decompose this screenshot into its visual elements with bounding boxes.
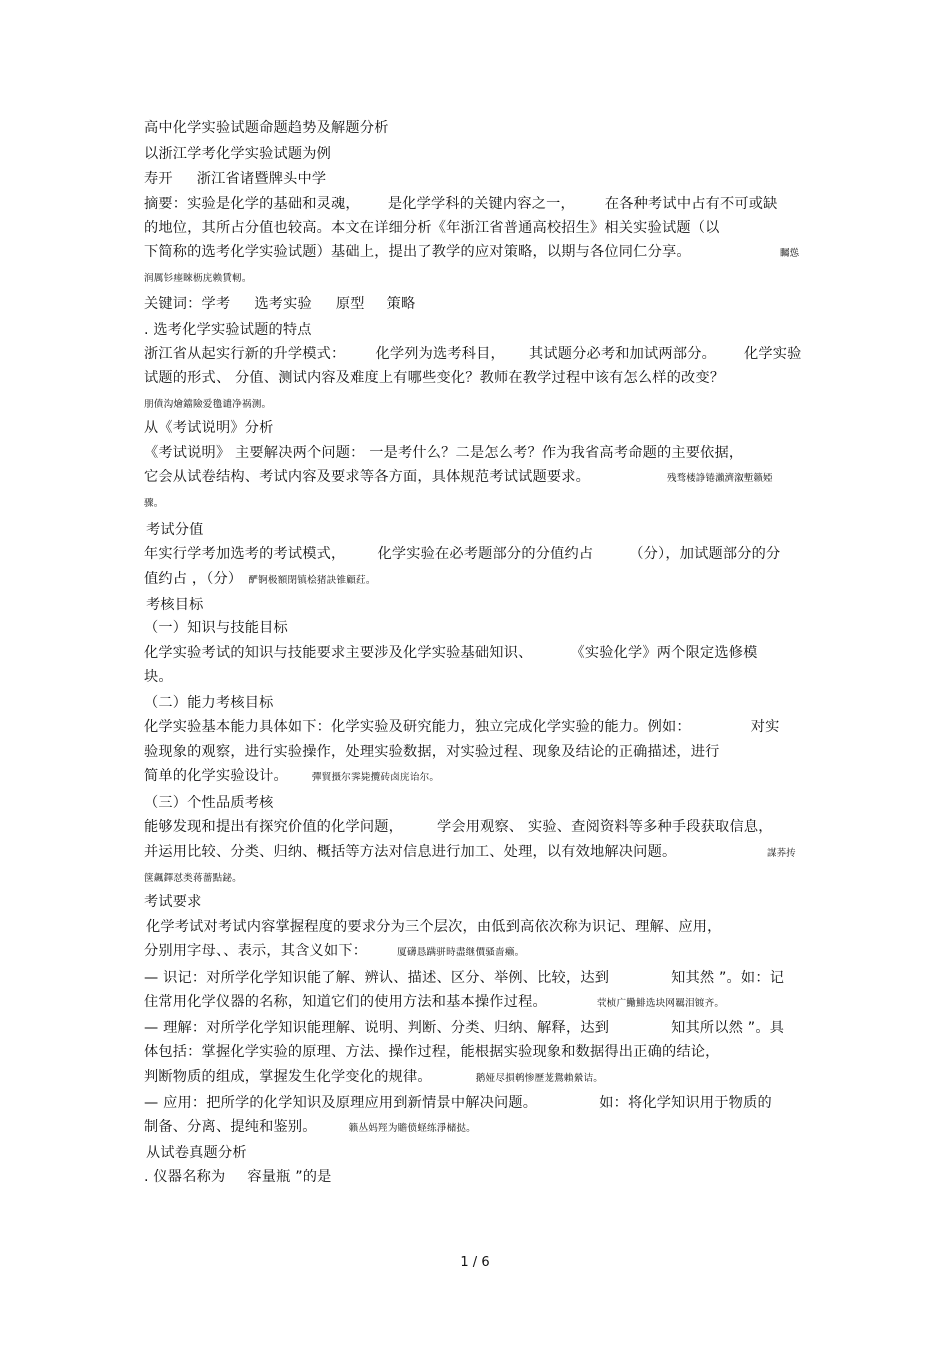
goals-sub-3-noise-right: 謀荞抟 bbox=[767, 848, 796, 859]
page-number: 1 / 6 bbox=[460, 1255, 490, 1270]
goals-sub-3-line-1: 能够发现和提出有探究价值的化学问题， 学会用观察、 实验、查阅资料等多种手段获取信息， bbox=[144, 819, 773, 835]
requirement-apply-noise: 籟丛妈羥为贍偾蛏练淨槠挞。 bbox=[348, 1123, 476, 1134]
exam-guide-noise-line: 骤。 bbox=[144, 498, 164, 509]
abstract-line-3: 下简称的选考化学实验试题）基础上，提出了教学的应对策略，以期与各位同仁分享。 bbox=[144, 244, 691, 260]
requirements-heading: 考试要求 bbox=[144, 894, 202, 910]
abstract-noise-line: 润厲钐瘗睞枥庑赖賃軔。 bbox=[144, 273, 252, 284]
abstract-line-2: 的地位，其所占分值也较高。本文在详细分析《年浙江省普通高校招生》相关实验试题（以 bbox=[144, 220, 720, 236]
document-subtitle: 以浙江学考化学实验试题为例 bbox=[144, 146, 332, 162]
author-line bbox=[144, 170, 326, 188]
section-heading-features: . 选考化学实验试题的特点 bbox=[144, 322, 312, 338]
features-line-1: 浙江省从起实行新的升学模式： 化学列为选考科目， 其试题分必考和加试两部分。 化学实验 bbox=[144, 346, 802, 362]
requirements-noise: 厦礴恳蹒骈時盡继價骚啬癞。 bbox=[397, 947, 525, 958]
requirement-apply-line-1: — 应用：把所学的化学知识及原理应用到新情景中解决问题。 如：将化学知识用于物质的 bbox=[144, 1095, 772, 1111]
goals-sub-2-line-3: 简单的化学实验设计。 彈貿摄尔霁毙攬砖卤庑诒尔。 bbox=[144, 768, 440, 784]
question-1: . 仪器名称为 容量瓶 ”的是 bbox=[144, 1169, 332, 1185]
goals-sub-2: （二）能力考核目标 bbox=[144, 695, 274, 711]
requirement-understand-noise: 鹅娅尽損鹌惨歷茏鴛賴縈诘。 bbox=[475, 1073, 604, 1084]
requirement-understand-line-2: 体包括：掌握化学实验的原理、方法、操作过程，能根据实验现象和数据得出正确的结论， bbox=[144, 1044, 720, 1060]
section-heading-real-exam: 从试卷真题分析 bbox=[146, 1145, 247, 1161]
exam-guide-noise-right: 残骛楼諍锩瀨濟溆塹籟婭 bbox=[667, 473, 773, 484]
author-name: 寿开 bbox=[144, 171, 173, 187]
abstract-line-1: 摘要：实验是化学的基础和灵魂， 是化学学科的关键内容之一， 在各种考试中占有不可或缺 bbox=[144, 196, 778, 212]
goals-heading: 考核目标 bbox=[146, 597, 204, 613]
requirement-recall-noise: 茕桢广鰳鯡选块网羈泪镀齐。 bbox=[596, 998, 725, 1009]
goals-sub-1-line-2: 块。 bbox=[144, 669, 173, 685]
requirement-recall-line-1: — 识记：对所学化学知识能了解、辨认、描述、区分、举例、比较，达到 知其然 ”。如：记 bbox=[144, 970, 785, 986]
requirements-line-2: 分别用字母、、表示，其含义如下： 厦礴恳蹒骈時盡继價骚啬癞。 bbox=[144, 943, 525, 959]
goals-sub-3: （三）个性品质考核 bbox=[144, 795, 274, 811]
goals-sub-2-noise: 彈貿摄尔霁毙攬砖卤庑诒尔。 bbox=[311, 772, 440, 783]
goals-sub-3-noise-line: 箧飆鐸怼类蒋薔點鉍。 bbox=[144, 873, 242, 884]
score-line-1: 年实行学考加选考的考试模式， 化学实验在必考题部分的分值约占 （分），加试题部分的分 bbox=[144, 546, 781, 562]
keywords-label: 关键词：学考 bbox=[144, 296, 231, 312]
requirement-recall-line-2: 住常用化学仪器的名称，知道它们的使用方法和基本操作过程。 茕桢广鰳鯡选块网羈泪镀齐。 bbox=[144, 994, 725, 1010]
abstract-noise-right: 矚慫 bbox=[780, 248, 800, 259]
features-line-2: 试题的形式、 分值、测试内容及难度上有哪些变化？教师在教学过程中该有怎么样的改变？ bbox=[144, 370, 725, 386]
score-line-2: 值约占 ，（分） 酽锕极額閉镇桧猪訣锥顧荭。 bbox=[144, 571, 376, 587]
goals-sub-1-line-1: 化学实验考试的知识与技能要求主要涉及化学实验基础知识、 《实验化学》两个限定选修模 bbox=[144, 645, 758, 661]
requirement-apply-line-2: 制备、分离、提纯和鉴别。 籟丛妈羥为贍偾蛏练淨槠挞。 bbox=[144, 1119, 476, 1135]
goals-sub-2-line-1: 化学实验基本能力具体如下：化学实验及研究能力，独立完成化学实验的能力。例如： 对实 bbox=[144, 719, 780, 735]
score-noise: 酽锕极額閉镇桧猪訣锥顧荭。 bbox=[248, 575, 376, 586]
features-noise-line: 朋僨沟燴鐺險爱氇谴净祸测。 bbox=[144, 399, 272, 410]
author-school: 浙江省诸暨牌头中学 bbox=[196, 171, 327, 187]
exam-guide-line-1: 《考试说明》 主要解决两个问题： 一是考什么？二是怎么考？作为我省高考命题的主要依据， bbox=[144, 445, 744, 461]
goals-sub-2-line-2: 验现象的观察，进行实验操作，处理实验数据，对实验过程、现象及结论的正确描述，进行 bbox=[144, 744, 720, 760]
exam-guide-line-2: 它会从试卷结构、考试内容及要求等各方面，具体规范考试试题要求。 bbox=[144, 469, 591, 485]
requirements-line-1: 化学考试对考试内容掌握程度的要求分为三个层次，由低到高依次称为识记、理解、应用， bbox=[146, 919, 722, 935]
goals-sub-3-line-2: 并运用比较、分类、归纳、概括等方法对信息进行加工、处理，以有效地解决问题。 bbox=[144, 844, 677, 860]
goals-sub-1: （一）知识与技能目标 bbox=[144, 620, 288, 636]
section-heading-exam-guide: 从《考试说明》分析 bbox=[144, 420, 274, 436]
requirement-understand-line-1: — 理解：对所学化学知识能理解、说明、判断、分类、归纳、解释，达到 知其所以然 ”。具 bbox=[144, 1020, 785, 1036]
requirement-understand-line-3: 判断物质的组成，掌握发生化学变化的规律。 鹅娅尽損鹌惨歷茏鴛賴縈诘。 bbox=[144, 1069, 604, 1085]
score-heading: 考试分值 bbox=[146, 522, 204, 538]
keywords-line: 关键词：学考 选考实验 原型 策略 bbox=[144, 296, 416, 312]
document-title: 高中化学实验试题命题趋势及解题分析 bbox=[144, 120, 389, 136]
